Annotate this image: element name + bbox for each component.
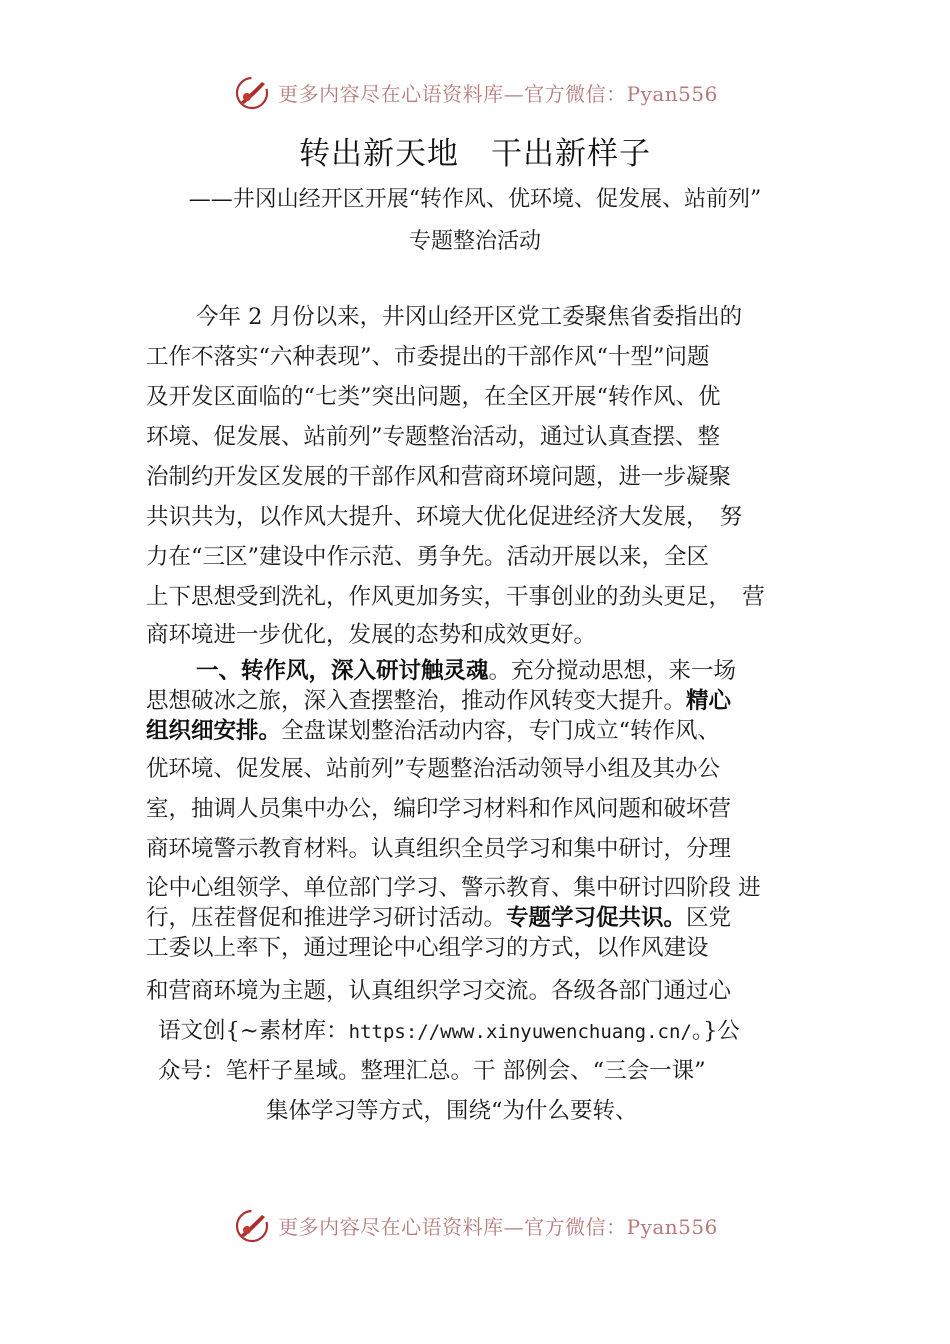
body-line: 组织细安排。全盘谋划整治活动内容，专门成立“转作风、	[146, 718, 721, 744]
ink-brush-logo-icon	[232, 72, 272, 112]
section-heading: 一、转作风，深入研讨触灵魂	[196, 658, 489, 684]
body-line: 优环境、促发展、站前列”专题整治活动领导小组及其办公	[146, 756, 721, 782]
document-subtitle-line2: 专题整治活动	[408, 229, 541, 254]
watermark-footer	[0, 1203, 950, 1247]
body-line: 集体学习等方式，围绕“为什么要转、	[266, 1098, 638, 1124]
bold-phrase: 精心	[686, 688, 732, 714]
body-line: 论中心组领学、单位部门学习、警示教育、集中研讨四阶段 进	[146, 875, 761, 901]
body-line: 工作不落实“六种表现”、市委提出的干部作风“十型”问题	[146, 344, 710, 370]
watermark-header	[0, 70, 950, 114]
body-line: 力在“三区”建设中作示范、勇争先。活动开展以来，全区	[146, 544, 710, 570]
bold-phrase: 专题学习促共识。	[506, 905, 687, 931]
body-line: 行，压茬督促和推进学习研讨活动。专题学习促共识。区党	[146, 905, 732, 931]
section-heading-line: 一、转作风，深入研讨触灵魂。充分搅动思想，来一场	[196, 658, 737, 684]
body-line: 今年 2 月份以来，井冈山经开区党工委聚焦省委指出的	[196, 304, 743, 330]
url-text: https://www.xinyuwenchuang.cn/	[348, 1021, 692, 1043]
body-line: 室，抽调人员集中办公，编印学习材料和作风问题和破坏营	[146, 796, 732, 822]
watermark-text: 更多内容尽在心语资料库—官方微信：Pyan556	[278, 1214, 718, 1239]
document-subtitle-line1: ——井冈山经开区开展“转作风、优环境、促发展、站前列”	[188, 187, 762, 212]
body-line: 语文创{~素材库：https://www.xinyuwenchuang.cn/。}公	[158, 1018, 740, 1044]
watermark-text: 更多内容尽在心语资料库—官方微信：Pyan556	[278, 81, 718, 106]
body-line: 商环境进一步优化，发展的态势和成效更好。	[146, 622, 597, 648]
body-line: 共识共为，以作风大提升、环境大优化促进经济大发展， 努	[146, 504, 743, 530]
body-line: 及开发区面临的“七类”突出问题，在全区开展“转作风、优	[146, 384, 721, 410]
body-line: 众号：笔杆子星域。整理汇总。干 部例会、“三会一课”	[158, 1058, 706, 1084]
body-line: 上下思想受到洗礼，作风更加务实，干事创业的劲头更足， 营	[146, 584, 765, 610]
body-line: 和营商环境为主题，认真组织学习交流。各级各部门通过心	[146, 978, 732, 1004]
ink-brush-logo-icon	[232, 1205, 272, 1245]
document-title: 转出新天地 干出新样子	[299, 136, 651, 172]
bold-phrase: 组织细安排。	[146, 718, 282, 744]
body-line: 工委以上率下，通过理论中心组学习的方式，以作风建设	[146, 935, 709, 961]
body-line: 治制约开发区发展的干部作风和营商环境问题，进一步凝聚	[146, 464, 732, 490]
body-line: 思想破冰之旅，深入查摆整治，推动作风转变大提升。精心	[146, 688, 732, 714]
body-line: 环境、促发展、站前列”专题整治活动，通过认真查摆、整	[146, 424, 721, 450]
body-line: 商环境警示教育材料。认真组织全员学习和集中研讨，分理	[146, 836, 732, 862]
